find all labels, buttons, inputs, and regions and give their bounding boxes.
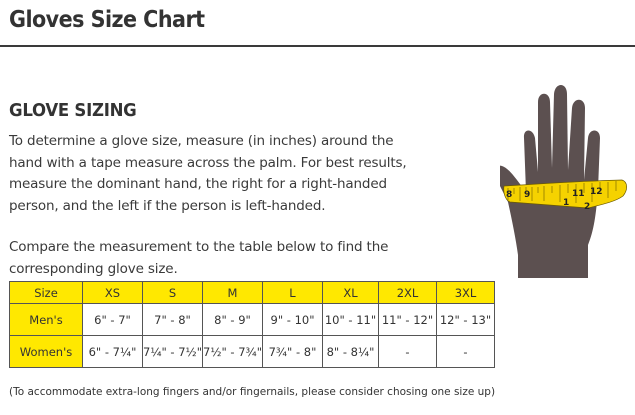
table-cell: 7¾" - 8"	[263, 336, 323, 368]
header-cell: XL	[323, 282, 379, 304]
header-cell: M	[203, 282, 263, 304]
table-cell: -	[437, 336, 495, 368]
section-heading: GLOVE SIZING	[9, 100, 137, 121]
table-cell: 7½" - 7¾"	[203, 336, 263, 368]
table-cell: 10" - 11"	[323, 304, 379, 336]
title-divider	[0, 45, 635, 47]
header-cell: 2XL	[379, 282, 437, 304]
instruction-line: person, and the left if the person is left-handed.	[9, 197, 326, 214]
table-cell: 6" - 7"	[83, 304, 143, 336]
table-cell: 7" - 8"	[143, 304, 203, 336]
tape-mark: 11	[572, 189, 585, 199]
table-row	[10, 336, 495, 368]
glove-size-table	[9, 281, 495, 368]
row-label: Women's	[10, 336, 83, 368]
header-cell: XS	[83, 282, 143, 304]
table-row	[10, 304, 495, 336]
tape-mark: 1	[563, 198, 570, 208]
table-header-row	[10, 282, 495, 304]
compare-line: Compare the measurement to the table below to find the	[9, 239, 389, 255]
tape-mark: 12	[590, 187, 603, 197]
tape-mark: 8	[506, 190, 513, 200]
instruction-line: measure the dominant hand, the right for a right-handed	[9, 176, 387, 192]
header-cell: 3XL	[437, 282, 495, 304]
tape-mark: 9	[524, 190, 531, 200]
instruction-line: hand with a tape measure across the palm. For best results,	[9, 154, 407, 171]
page-title: Gloves Size Chart	[9, 7, 205, 33]
table-cell: 8" - 9"	[203, 304, 263, 336]
table-cell: 8" - 8¼"	[323, 336, 379, 368]
hand-with-tape-measure-icon	[500, 80, 630, 282]
compare-instructions	[9, 237, 388, 280]
measurement-instructions	[9, 131, 407, 217]
table-cell: 12" - 13"	[437, 304, 495, 336]
header-cell: Size	[10, 282, 83, 304]
row-label: Men's	[10, 304, 83, 336]
table-cell: 9" - 10"	[263, 304, 323, 336]
footnote: (To accommodate extra-long fingers and/or fingernails, please consider chosing one size up)	[9, 386, 496, 398]
tape-mark: 2	[584, 202, 591, 212]
table-cell: 6" - 7¼"	[83, 336, 143, 368]
header-cell: L	[263, 282, 323, 304]
compare-line: corresponding glove size.	[9, 260, 178, 277]
instruction-line: To determine a glove size, measure (in inches) around the	[9, 133, 394, 149]
table-cell: 7¼" - 7½"	[143, 336, 203, 368]
table-cell: -	[379, 336, 437, 368]
table-cell: 11" - 12"	[379, 304, 437, 336]
header-cell: S	[143, 282, 203, 304]
